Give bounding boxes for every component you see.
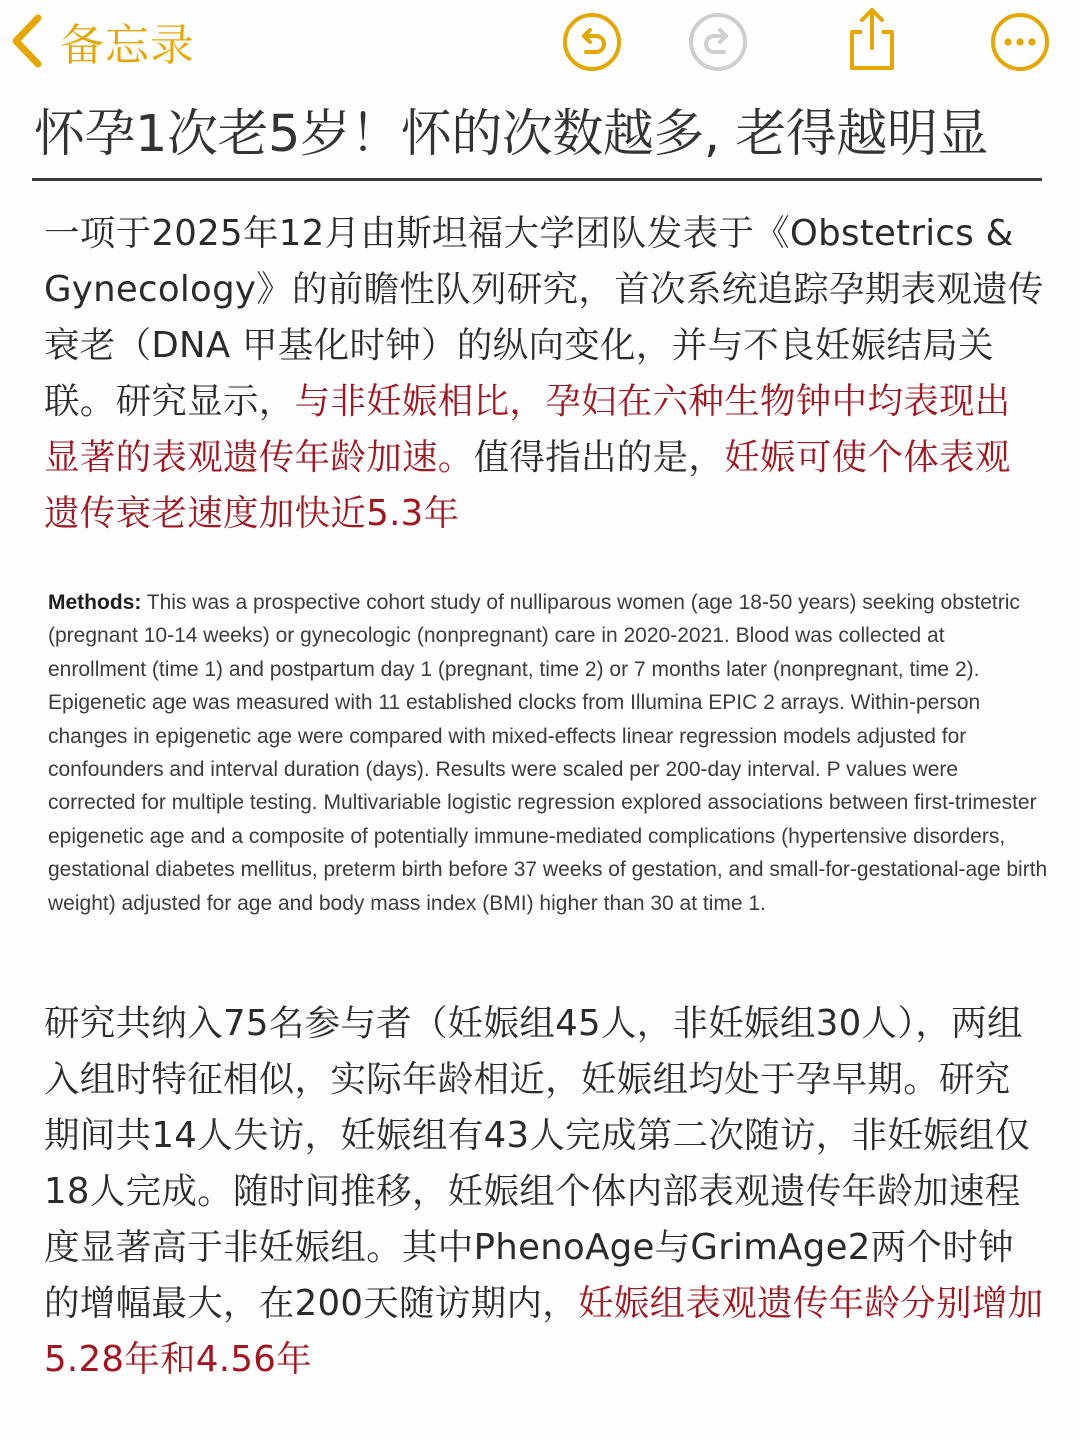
title-divider	[32, 178, 1042, 181]
methods-text: This was a prospective cohort study of nulliparous women (age 18-50 years) seeking obstetric (pregnant 10-14 weeks) or gynecologic (nonpregnant) care in 2020-2021. Blood was collected at enrollment (time 1) and postpartum day 1 (pregnant, time 2) or 7 months later (nonpregnant, time 2). Epigenetic age was measured with 11 established clocks from Illumina EPIC 2 arrays. Within-person changes in epigenetic age were compared with mixed-effects linear regression models adjusted for confounders and interval duration (days). Results were scaled per 200-day interval. P values were corrected for multiple testing. Multivariable logistic regression explored associations between first-trimester epigenetic age and a composite of potentially immune-mediated complications (hypertensive disorders, gestational diabetes mellitus, preterm birth before 37 weeks of gestation, and small-for-gestational-age birth weight) adjusted for age and body mass index (BMI) higher than 30 at time 1.	[48, 591, 1048, 915]
chevron-left-icon	[10, 12, 44, 70]
back-button[interactable]	[10, 10, 195, 72]
intro-highlight-1: 与非妊娠相比，孕妇在六种生物钟中均表现出显著的表观遗传年龄加速。	[44, 381, 1011, 478]
undo-button[interactable]	[562, 12, 622, 72]
share-icon	[842, 6, 902, 72]
undo-icon	[562, 12, 622, 72]
toolbar	[0, 0, 1080, 84]
back-label: 备忘录	[60, 20, 195, 71]
intro-text: 一项于2025年12月由斯坦福大学团队发表于《Obstetrics & Gynecology》的前瞻性队列研究，首次系统追踪孕期表观遗传衰老（DNA 甲基化时钟）的纵向变化，并与不良妊娠结局关联。研究显示，	[44, 213, 1044, 422]
methods-excerpt	[48, 586, 1048, 920]
redo-button[interactable]	[688, 12, 748, 72]
results-highlight: 妊娠组表观遗传年龄分别增加5.28年和4.56年	[44, 1283, 1044, 1380]
more-icon	[990, 12, 1050, 72]
methods-label: Methods:	[48, 591, 142, 614]
results-paragraph	[44, 996, 1044, 1388]
more-button[interactable]	[990, 12, 1050, 72]
results-text: 研究共纳入75名参与者（妊娠组45人，非妊娠组30人），两组入组时特征相似，实际年龄相近，妊娠组均处于孕早期。研究期间共14人失访，妊娠组有43人完成第二次随访，非妊娠组仅18人完成。随时间推移，妊娠组个体内部表观遗传年龄加速程度显著高于非妊娠组。其中PhenoAge与GrimAge2两个时钟的增幅最大，在200天随访期内，	[44, 1003, 1031, 1324]
redo-icon	[688, 12, 748, 72]
intro-highlight-2: 妊娠可使个体表观遗传衰老速度加快近5.3年	[44, 437, 1011, 534]
share-button[interactable]	[842, 6, 902, 72]
note-title: 怀孕1次老5岁！怀的次数越多, 老得越明显	[34, 105, 988, 164]
intro-text-2: 值得指出的是，	[473, 437, 725, 478]
intro-paragraph	[44, 206, 1044, 542]
